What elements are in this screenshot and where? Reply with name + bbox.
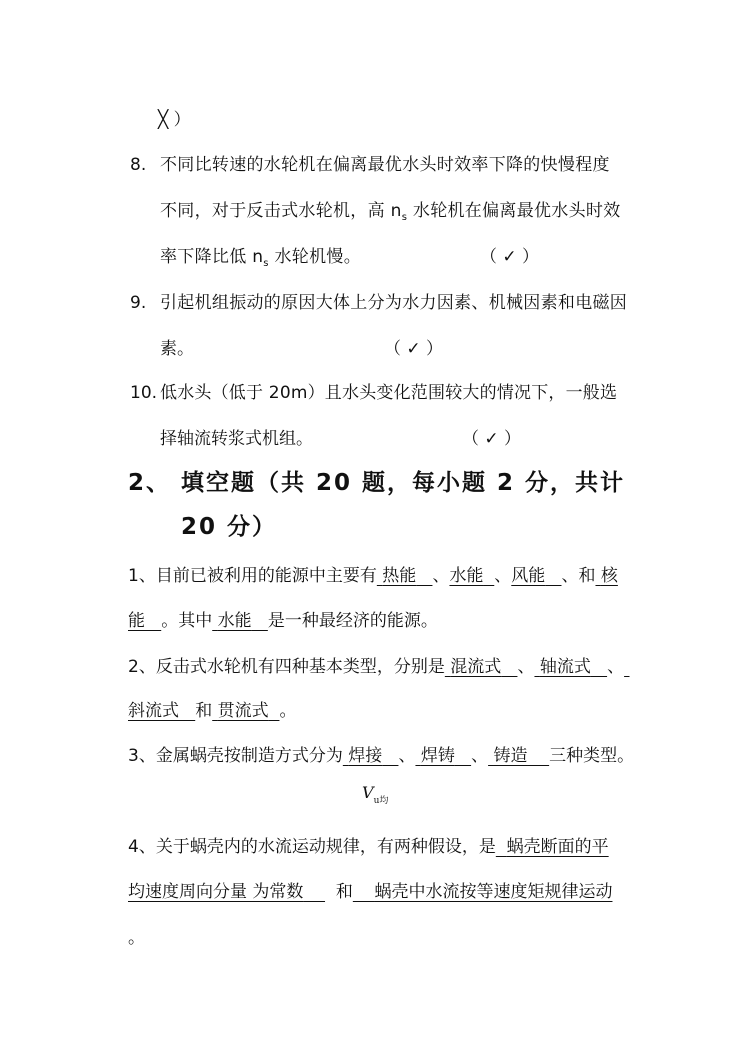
q3-answer-2: 焊铸 — [420, 746, 455, 766]
item-8-line-3b: 水轮机慢。 — [268, 247, 362, 267]
item-10-line-1: 低水头（低于 20m）且水头变化范围较大的情况下，一般选 — [160, 383, 618, 403]
item-9-line-1: 引起机组振动的原因大体上分为水力因素、机械因素和电磁因 — [160, 293, 628, 313]
q1-line-1 — [128, 564, 618, 588]
q3-line-1 — [128, 744, 634, 768]
item-8-line-3a: 率下降比低 n — [160, 247, 264, 267]
q2-answer-1: 混流式 — [450, 657, 502, 677]
q3-suffix: 三种类型。 — [549, 746, 635, 766]
item-10-line-2: 择轴流转浆式机组。 — [160, 429, 313, 449]
item-8-ns-subscript: s — [401, 212, 408, 223]
item-9-number: 9. — [130, 293, 147, 313]
q1-answer-2: 水能 — [449, 566, 484, 586]
q4-answer-1a: 蜗壳断面的平 — [506, 837, 609, 857]
q4-prefix: 4、关于蜗壳内的水流运动规律，有两种假设，是 — [128, 837, 496, 857]
item-8-line-2 — [160, 199, 621, 230]
section-number: 2、 — [128, 470, 172, 496]
formula-v-u-avg — [362, 783, 388, 806]
q3-answer-1: 焊接 — [348, 746, 383, 766]
q3-answer-3: 铸造 — [493, 746, 528, 766]
q1-answer-4a: 核 — [600, 566, 618, 586]
q4-line-3: 。 — [128, 928, 145, 948]
q1-prefix: 1、目前已被利用的能源中主要有 — [128, 566, 377, 586]
q4-mid-wrap: 和 — [335, 882, 353, 902]
q2-answer-3: 斜流式 — [128, 701, 179, 721]
q1-answer-4b: 能 — [128, 611, 145, 631]
q1-answer-5: 水能 — [217, 611, 252, 631]
q1-answer-3: 风能 — [511, 566, 546, 586]
q2-line-1 — [128, 655, 629, 679]
q1-answer-1: 热能 — [382, 566, 417, 586]
q2-prefix: 2、反击式水轮机有四种基本类型，分别是 — [128, 657, 445, 677]
q4-line-1 — [128, 835, 609, 859]
q4-line-2 — [128, 880, 612, 904]
q1-sep-3: 、和 — [561, 566, 596, 586]
item-9-line-2: 素。 — [160, 339, 194, 359]
q2-answer-4: 贯流式 — [217, 701, 269, 721]
q3-sep-2: 、 — [471, 746, 489, 766]
item-8-line-3 — [160, 245, 361, 276]
item-9-answer: （ ✓ ） — [384, 339, 444, 359]
q4-answer-1b: 均速度周向分量 为常数 — [128, 882, 304, 902]
q2-suffix: 。 — [279, 701, 297, 721]
item-8-line-2b: 水轮机在偏离最优水头时效 — [407, 201, 621, 221]
q2-answer-blank — [624, 657, 629, 677]
q2-answer-2: 轴流式 — [539, 657, 591, 677]
item-10-answer: （ ✓ ） — [462, 429, 522, 449]
formula-subscript: u均 — [373, 796, 389, 806]
item-8-number: 8. — [130, 155, 147, 175]
q3-prefix: 3、金属蜗壳按制造方式分为 — [128, 746, 343, 766]
item-8-line-1: 不同比转速的水轮机在偏离最优水头时效率下降的快慢程度 — [160, 155, 610, 175]
q2-mid: 和 — [195, 701, 213, 721]
q1-suffix: 是一种最经济的能源。 — [267, 611, 438, 631]
q1-sep-2: 、 — [494, 566, 512, 586]
q2-sep-2: 、 — [607, 657, 625, 677]
q2-line-2 — [128, 699, 296, 723]
q1-mid: 。其中 — [161, 611, 213, 631]
q2-sep-1: 、 — [517, 657, 535, 677]
prev-answer: ╳ ） — [158, 110, 191, 130]
item-8-ns-subscript-2: s — [263, 258, 269, 269]
item-8-line-2a: 不同，对于反击式水轮机，高 n — [160, 201, 402, 221]
section-title-line-2: 20 分） — [181, 514, 278, 540]
section-title-line-1: 填空题（共 20 题，每小题 2 分，共计 — [181, 470, 626, 496]
q1-line-2 — [128, 609, 438, 633]
item-8-answer: （ ✓ ） — [480, 247, 540, 267]
q4-answer-2: 蜗壳中水流按等速度矩规律运动 — [374, 882, 613, 902]
formula-main: V — [362, 783, 374, 802]
q1-sep-1: 、 — [432, 566, 450, 586]
item-10-number: 10. — [130, 383, 158, 403]
q3-sep-1: 、 — [398, 746, 416, 766]
